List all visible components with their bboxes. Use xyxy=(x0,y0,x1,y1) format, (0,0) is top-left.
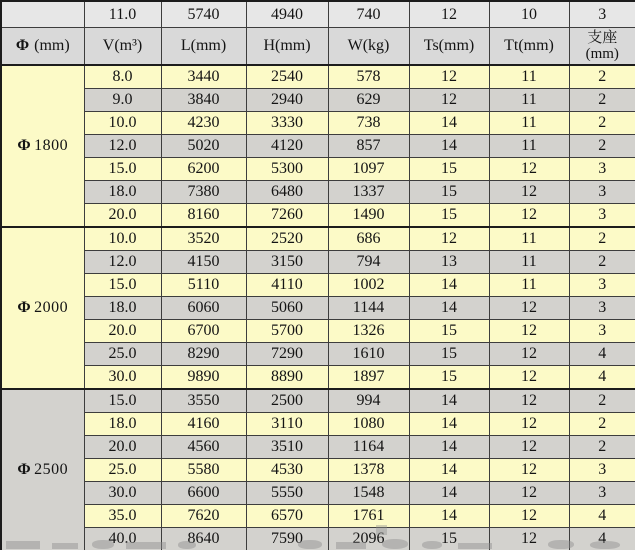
cell-tt: 11 xyxy=(489,112,569,135)
cell-w: 994 xyxy=(328,389,409,413)
cell-h: 2940 xyxy=(246,89,328,112)
column-header-unit: (mm) xyxy=(438,37,475,54)
cell-ts: 14 xyxy=(409,389,489,413)
cell-support: 2 xyxy=(569,112,635,135)
cell-support: 4 xyxy=(569,505,635,528)
cell-h: 3510 xyxy=(246,436,328,459)
cell-ts: 15 xyxy=(409,158,489,181)
cell-l: 3440 xyxy=(161,65,246,89)
column-header-unit: (mm) xyxy=(518,37,554,54)
cell-support: 3 xyxy=(569,204,635,228)
cell-l: 4160 xyxy=(161,413,246,436)
spec-row xyxy=(1,89,635,112)
cell-l: 7380 xyxy=(161,181,246,204)
cell-tt: 11 xyxy=(489,89,569,112)
cell-v: 15.0 xyxy=(84,389,161,413)
cell-tt: 12 xyxy=(489,459,569,482)
cell-w: 1002 xyxy=(328,274,409,297)
cell-h: 4530 xyxy=(246,459,328,482)
cell-ts: 14 xyxy=(409,459,489,482)
cell-l: 5580 xyxy=(161,459,246,482)
cell-w: 1097 xyxy=(328,158,409,181)
cell-ts: 14 xyxy=(409,436,489,459)
cell-support: 3 xyxy=(569,459,635,482)
column-header-ts xyxy=(409,28,489,66)
spec-row xyxy=(1,158,635,181)
cell-v: 12.0 xyxy=(84,251,161,274)
cell-ts: 15 xyxy=(409,528,489,550)
cell-tt: 11 xyxy=(489,65,569,89)
cell-w: 738 xyxy=(328,112,409,135)
cell-ts: 15 xyxy=(409,204,489,228)
column-header-sym: H xyxy=(263,37,275,54)
spec-row xyxy=(1,181,635,204)
spec-row xyxy=(1,320,635,343)
column-header-l xyxy=(161,28,246,66)
cell-v: 18.0 xyxy=(84,181,161,204)
cell-h: 5550 xyxy=(246,482,328,505)
diameter-value: 1800 xyxy=(34,137,69,154)
cell-ts: 14 xyxy=(409,135,489,158)
cell-tt: 12 xyxy=(489,181,569,204)
cell-w: 1337 xyxy=(328,181,409,204)
cell-support: 2 xyxy=(569,251,635,274)
cell-tt: 12 xyxy=(489,320,569,343)
cell-h: 5700 xyxy=(246,320,328,343)
section-label-2000 xyxy=(1,227,84,389)
cell-support: 3 xyxy=(569,274,635,297)
column-header-h xyxy=(246,28,328,66)
column-header-sym: 支座 xyxy=(587,29,618,46)
column-header-unit: (mm) xyxy=(585,46,619,62)
cell-h: 3330 xyxy=(246,112,328,135)
cell-tt: 12 xyxy=(489,389,569,413)
cell-ts: 12 xyxy=(409,1,489,28)
cell-support: 4 xyxy=(569,366,635,390)
cell-tt: 12 xyxy=(489,297,569,320)
column-header-sym: W xyxy=(347,37,363,54)
cell-l: 3550 xyxy=(161,389,246,413)
cell-h: 8890 xyxy=(246,366,328,390)
cell-v: 15.0 xyxy=(84,274,161,297)
cell-w: 740 xyxy=(328,1,409,28)
spec-row xyxy=(1,65,635,89)
cell-w: 578 xyxy=(328,65,409,89)
column-header-support xyxy=(569,28,635,66)
cell-tt: 12 xyxy=(489,482,569,505)
section-label-1800 xyxy=(1,65,84,227)
phi-symbol: Φ xyxy=(17,299,32,316)
cell-w: 1378 xyxy=(328,459,409,482)
cell-support: 3 xyxy=(569,482,635,505)
column-header-unit: (m³) xyxy=(114,37,143,54)
cell-l: 7620 xyxy=(161,505,246,528)
cell-support: 2 xyxy=(569,135,635,158)
cell-v: 10.0 xyxy=(84,112,161,135)
table-body xyxy=(1,1,635,550)
cell-l: 5740 xyxy=(161,1,246,28)
column-header-tt xyxy=(489,28,569,66)
cell-l: 6600 xyxy=(161,482,246,505)
spec-row xyxy=(1,274,635,297)
cell-tt: 11 xyxy=(489,135,569,158)
cell-h: 7290 xyxy=(246,343,328,366)
cell-tt: 11 xyxy=(489,227,569,251)
cell-ts: 14 xyxy=(409,112,489,135)
cell-h: 5300 xyxy=(246,158,328,181)
column-header-v xyxy=(84,28,161,66)
cell-l: 5020 xyxy=(161,135,246,158)
cell-h: 2500 xyxy=(246,389,328,413)
cell-support: 2 xyxy=(569,65,635,89)
header-row xyxy=(1,28,635,66)
cell-l: 3840 xyxy=(161,89,246,112)
cell-ts: 12 xyxy=(409,89,489,112)
cell-w: 1144 xyxy=(328,297,409,320)
cell-tt: 12 xyxy=(489,343,569,366)
cell-support: 2 xyxy=(569,227,635,251)
cell-tt: 12 xyxy=(489,528,569,550)
cell-ts: 14 xyxy=(409,413,489,436)
cell-support: 3 xyxy=(569,1,635,28)
column-header-w xyxy=(328,28,409,66)
spec-row xyxy=(1,413,635,436)
cell-v: 18.0 xyxy=(84,413,161,436)
cell-tt: 12 xyxy=(489,158,569,181)
column-header-sym: Φ xyxy=(15,37,30,54)
spec-row xyxy=(1,297,635,320)
cell-w: 1610 xyxy=(328,343,409,366)
cell-v: 8.0 xyxy=(84,65,161,89)
cell-l: 8160 xyxy=(161,204,246,228)
cell-v: 20.0 xyxy=(84,436,161,459)
cell-h: 7590 xyxy=(246,528,328,550)
cell-l: 4230 xyxy=(161,112,246,135)
cell-support: 3 xyxy=(569,158,635,181)
cell-ts: 12 xyxy=(409,227,489,251)
cell-h: 6570 xyxy=(246,505,328,528)
spec-row xyxy=(1,389,635,413)
cell-l: 3520 xyxy=(161,227,246,251)
cell-w: 2096 xyxy=(328,528,409,550)
spec-row xyxy=(1,505,635,528)
cell-v: 30.0 xyxy=(84,366,161,390)
cell-ts: 15 xyxy=(409,320,489,343)
section-label-2500 xyxy=(1,389,84,550)
cell-v: 35.0 xyxy=(84,505,161,528)
cell-l: 8290 xyxy=(161,343,246,366)
column-header-unit: (mm) xyxy=(275,37,311,54)
cell-v: 20.0 xyxy=(84,204,161,228)
cell-w: 1761 xyxy=(328,505,409,528)
column-header-sym: Ts xyxy=(423,37,439,54)
cell-support: 3 xyxy=(569,297,635,320)
spec-row xyxy=(1,343,635,366)
cell-v: 20.0 xyxy=(84,320,161,343)
cell-v: 15.0 xyxy=(84,158,161,181)
cell-v: 18.0 xyxy=(84,297,161,320)
cell-ts: 14 xyxy=(409,297,489,320)
cell-phi xyxy=(1,1,84,28)
cell-l: 9890 xyxy=(161,366,246,390)
cell-w: 857 xyxy=(328,135,409,158)
cell-w: 1164 xyxy=(328,436,409,459)
column-header-phi xyxy=(1,28,84,66)
cell-h: 5060 xyxy=(246,297,328,320)
cell-tt: 12 xyxy=(489,505,569,528)
cell-support: 3 xyxy=(569,181,635,204)
column-header-sym: Tt xyxy=(504,37,519,54)
cell-v: 12.0 xyxy=(84,135,161,158)
column-header-unit: (mm) xyxy=(190,37,227,54)
spec-row xyxy=(1,459,635,482)
cell-support: 2 xyxy=(569,436,635,459)
cell-v: 10.0 xyxy=(84,227,161,251)
cell-v: 9.0 xyxy=(84,89,161,112)
cell-w: 1897 xyxy=(328,366,409,390)
column-header-unit: (mm) xyxy=(34,37,70,54)
cell-ts: 15 xyxy=(409,181,489,204)
cell-w: 794 xyxy=(328,251,409,274)
cell-support: 2 xyxy=(569,89,635,112)
phi-symbol: Φ xyxy=(17,137,32,154)
diameter-value: 2500 xyxy=(34,461,69,478)
spec-row xyxy=(1,112,635,135)
cell-h: 4120 xyxy=(246,135,328,158)
cell-ts: 14 xyxy=(409,274,489,297)
cell-w: 1548 xyxy=(328,482,409,505)
cell-h: 7260 xyxy=(246,204,328,228)
cell-ts: 13 xyxy=(409,251,489,274)
cell-support: 4 xyxy=(569,343,635,366)
cell-ts: 15 xyxy=(409,366,489,390)
cell-v: 11.0 xyxy=(84,1,161,28)
cell-tt: 12 xyxy=(489,413,569,436)
spec-row xyxy=(1,135,635,158)
column-header-sym: L xyxy=(180,37,191,54)
cell-v: 30.0 xyxy=(84,482,161,505)
cell-tt: 10 xyxy=(489,1,569,28)
cell-w: 1490 xyxy=(328,204,409,228)
spec-row xyxy=(1,251,635,274)
cell-v: 25.0 xyxy=(84,459,161,482)
cell-h: 6480 xyxy=(246,181,328,204)
cell-ts: 14 xyxy=(409,505,489,528)
cell-l: 4150 xyxy=(161,251,246,274)
cell-tt: 11 xyxy=(489,251,569,274)
spec-row xyxy=(1,366,635,390)
cell-h: 3150 xyxy=(246,251,328,274)
cell-ts: 14 xyxy=(409,482,489,505)
cell-w: 1326 xyxy=(328,320,409,343)
cell-support: 3 xyxy=(569,320,635,343)
cell-ts: 12 xyxy=(409,65,489,89)
spec-row xyxy=(1,227,635,251)
cell-h: 2540 xyxy=(246,65,328,89)
cell-w: 686 xyxy=(328,227,409,251)
spec-row xyxy=(1,204,635,228)
cell-h: 4110 xyxy=(246,274,328,297)
cell-h: 4940 xyxy=(246,1,328,28)
cell-v: 40.0 xyxy=(84,528,161,550)
column-header-sym: V xyxy=(102,37,115,54)
phi-symbol: Φ xyxy=(17,461,32,478)
cell-l: 6700 xyxy=(161,320,246,343)
spec-row xyxy=(1,482,635,505)
cell-l: 6060 xyxy=(161,297,246,320)
cell-l: 8640 xyxy=(161,528,246,550)
cell-support: 2 xyxy=(569,413,635,436)
cell-ts: 15 xyxy=(409,343,489,366)
partial-top-row xyxy=(1,1,635,28)
spec-row xyxy=(1,528,635,550)
cell-l: 6200 xyxy=(161,158,246,181)
cell-h: 3110 xyxy=(246,413,328,436)
cell-tt: 12 xyxy=(489,366,569,390)
cell-w: 629 xyxy=(328,89,409,112)
cell-v: 25.0 xyxy=(84,343,161,366)
cell-l: 5110 xyxy=(161,274,246,297)
cell-w: 1080 xyxy=(328,413,409,436)
cell-h: 2520 xyxy=(246,227,328,251)
cell-l: 4560 xyxy=(161,436,246,459)
cell-tt: 12 xyxy=(489,204,569,228)
cell-support: 2 xyxy=(569,389,635,413)
cell-tt: 12 xyxy=(489,436,569,459)
spec-row xyxy=(1,436,635,459)
cell-tt: 11 xyxy=(489,274,569,297)
diameter-value: 2000 xyxy=(34,299,69,316)
column-header-unit: (kg) xyxy=(362,37,390,54)
cell-support: 4 xyxy=(569,528,635,550)
